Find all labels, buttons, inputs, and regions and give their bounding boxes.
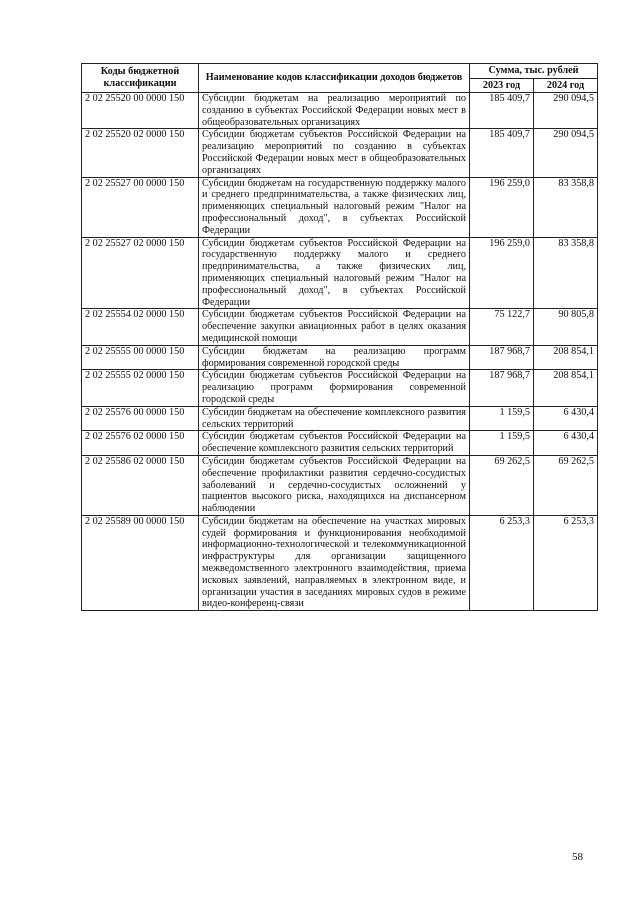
amount-2024: 69 262,5 (534, 455, 598, 515)
amount-2023: 69 262,5 (470, 455, 534, 515)
income-name: Субсидии бюджетам субъектов Российской Федерации на государственную поддержку малого и среднего предпринимательства, а также физических лиц, применяющих специальный налоговый режим "Налог на профессиональный доход", в субъектах Российской Федерации (199, 237, 470, 309)
amount-2023: 185 409,7 (470, 129, 534, 177)
table-row (82, 370, 598, 406)
header-year-2023: 2023 год (470, 79, 534, 93)
amount-2023: 185 409,7 (470, 93, 534, 129)
amount-2024: 290 094,5 (534, 129, 598, 177)
budget-code: 2 02 25586 02 0000 150 (82, 455, 199, 515)
amount-2023: 196 259,0 (470, 177, 534, 237)
income-name: Субсидии бюджетам на реализацию программ формирования современной городской среды (199, 345, 470, 370)
income-name: Субсидии бюджетам на реализацию мероприятий по созданию в субъектах Российской Федерации новых мест в общеобразовательных организациях (199, 93, 470, 129)
amount-2024: 6 430,4 (534, 431, 598, 456)
table-row (82, 93, 598, 129)
budget-code: 2 02 25576 02 0000 150 (82, 431, 199, 456)
table-row (82, 345, 598, 370)
amount-2023: 1 159,5 (470, 431, 534, 456)
income-name: Субсидии бюджетам субъектов Российской Федерации на реализацию мероприятий по созданию в субъектах Российской Федерации новых мест в общеобразовательных организациях (199, 129, 470, 177)
income-name: Субсидии бюджетам на обеспечение на участках мировых судей формирования и функционирования необходимой информационно-технологической и телекоммуникационной инфраструктуры для организации защищенного межведомственного электронного взаимодействия, приема исковых заявлений, направляемых в электронном виде, и организации участия в заседаниях мировых судов в режиме видео-конференц-связи (199, 515, 470, 610)
table-row (82, 406, 598, 431)
amount-2024: 208 854,1 (534, 370, 598, 406)
header-codes: Коды бюджетной классификации (82, 64, 199, 93)
table-row (82, 515, 598, 610)
table-row (82, 237, 598, 309)
page-number: 58 (572, 851, 583, 863)
table-row (82, 177, 598, 237)
amount-2024: 208 854,1 (534, 345, 598, 370)
budget-code: 2 02 25520 00 0000 150 (82, 93, 199, 129)
budget-code: 2 02 25527 02 0000 150 (82, 237, 199, 309)
income-name: Субсидии бюджетам субъектов Российской Федерации на обеспечение закупки авиационных работ в целях оказания медицинской помощи (199, 309, 470, 345)
amount-2023: 187 968,7 (470, 345, 534, 370)
amount-2023: 1 159,5 (470, 406, 534, 431)
header-sum: Сумма, тыс. рублей (470, 64, 598, 79)
budget-code: 2 02 25520 02 0000 150 (82, 129, 199, 177)
budget-code: 2 02 25555 02 0000 150 (82, 370, 199, 406)
table-row (82, 309, 598, 345)
amount-2024: 83 358,8 (534, 237, 598, 309)
header-year-2024: 2024 год (534, 79, 598, 93)
header-name: Наименование кодов классификации доходов бюджетов (199, 64, 470, 93)
amount-2023: 75 122,7 (470, 309, 534, 345)
amount-2024: 290 094,5 (534, 93, 598, 129)
table-row (82, 129, 598, 177)
budget-code: 2 02 25554 02 0000 150 (82, 309, 199, 345)
income-name: Субсидии бюджетам на обеспечение комплексного развития сельских территорий (199, 406, 470, 431)
income-name: Субсидии бюджетам субъектов Российской Федерации на обеспечение профилактики развития сердечно-сосудистых заболеваний и сердечно-сосудистых осложнений у пациентов высокого риска, находящихся на диспансерном наблюдении (199, 455, 470, 515)
amount-2024: 6 253,3 (534, 515, 598, 610)
amount-2024: 6 430,4 (534, 406, 598, 431)
amount-2023: 196 259,0 (470, 237, 534, 309)
table-row (82, 455, 598, 515)
budget-table (81, 63, 598, 611)
budget-code: 2 02 25589 00 0000 150 (82, 515, 199, 610)
table-body (82, 93, 598, 611)
budget-code: 2 02 25527 00 0000 150 (82, 177, 199, 237)
budget-code: 2 02 25555 00 0000 150 (82, 345, 199, 370)
income-name: Субсидии бюджетам на государственную поддержку малого и среднего предпринимательства, а также физических лиц, применяющих специальный налоговый режим "Налог на профессиональный доход", в субъектах Российской Федерации (199, 177, 470, 237)
income-name: Субсидии бюджетам субъектов Российской Федерации на реализацию программ формирования современной городской среды (199, 370, 470, 406)
amount-2023: 187 968,7 (470, 370, 534, 406)
budget-code: 2 02 25576 00 0000 150 (82, 406, 199, 431)
table-row (82, 431, 598, 456)
income-name: Субсидии бюджетам субъектов Российской Федерации на обеспечение комплексного развития сельских территорий (199, 431, 470, 456)
amount-2024: 83 358,8 (534, 177, 598, 237)
amount-2024: 90 805,8 (534, 309, 598, 345)
table-header (82, 64, 598, 93)
amount-2023: 6 253,3 (470, 515, 534, 610)
